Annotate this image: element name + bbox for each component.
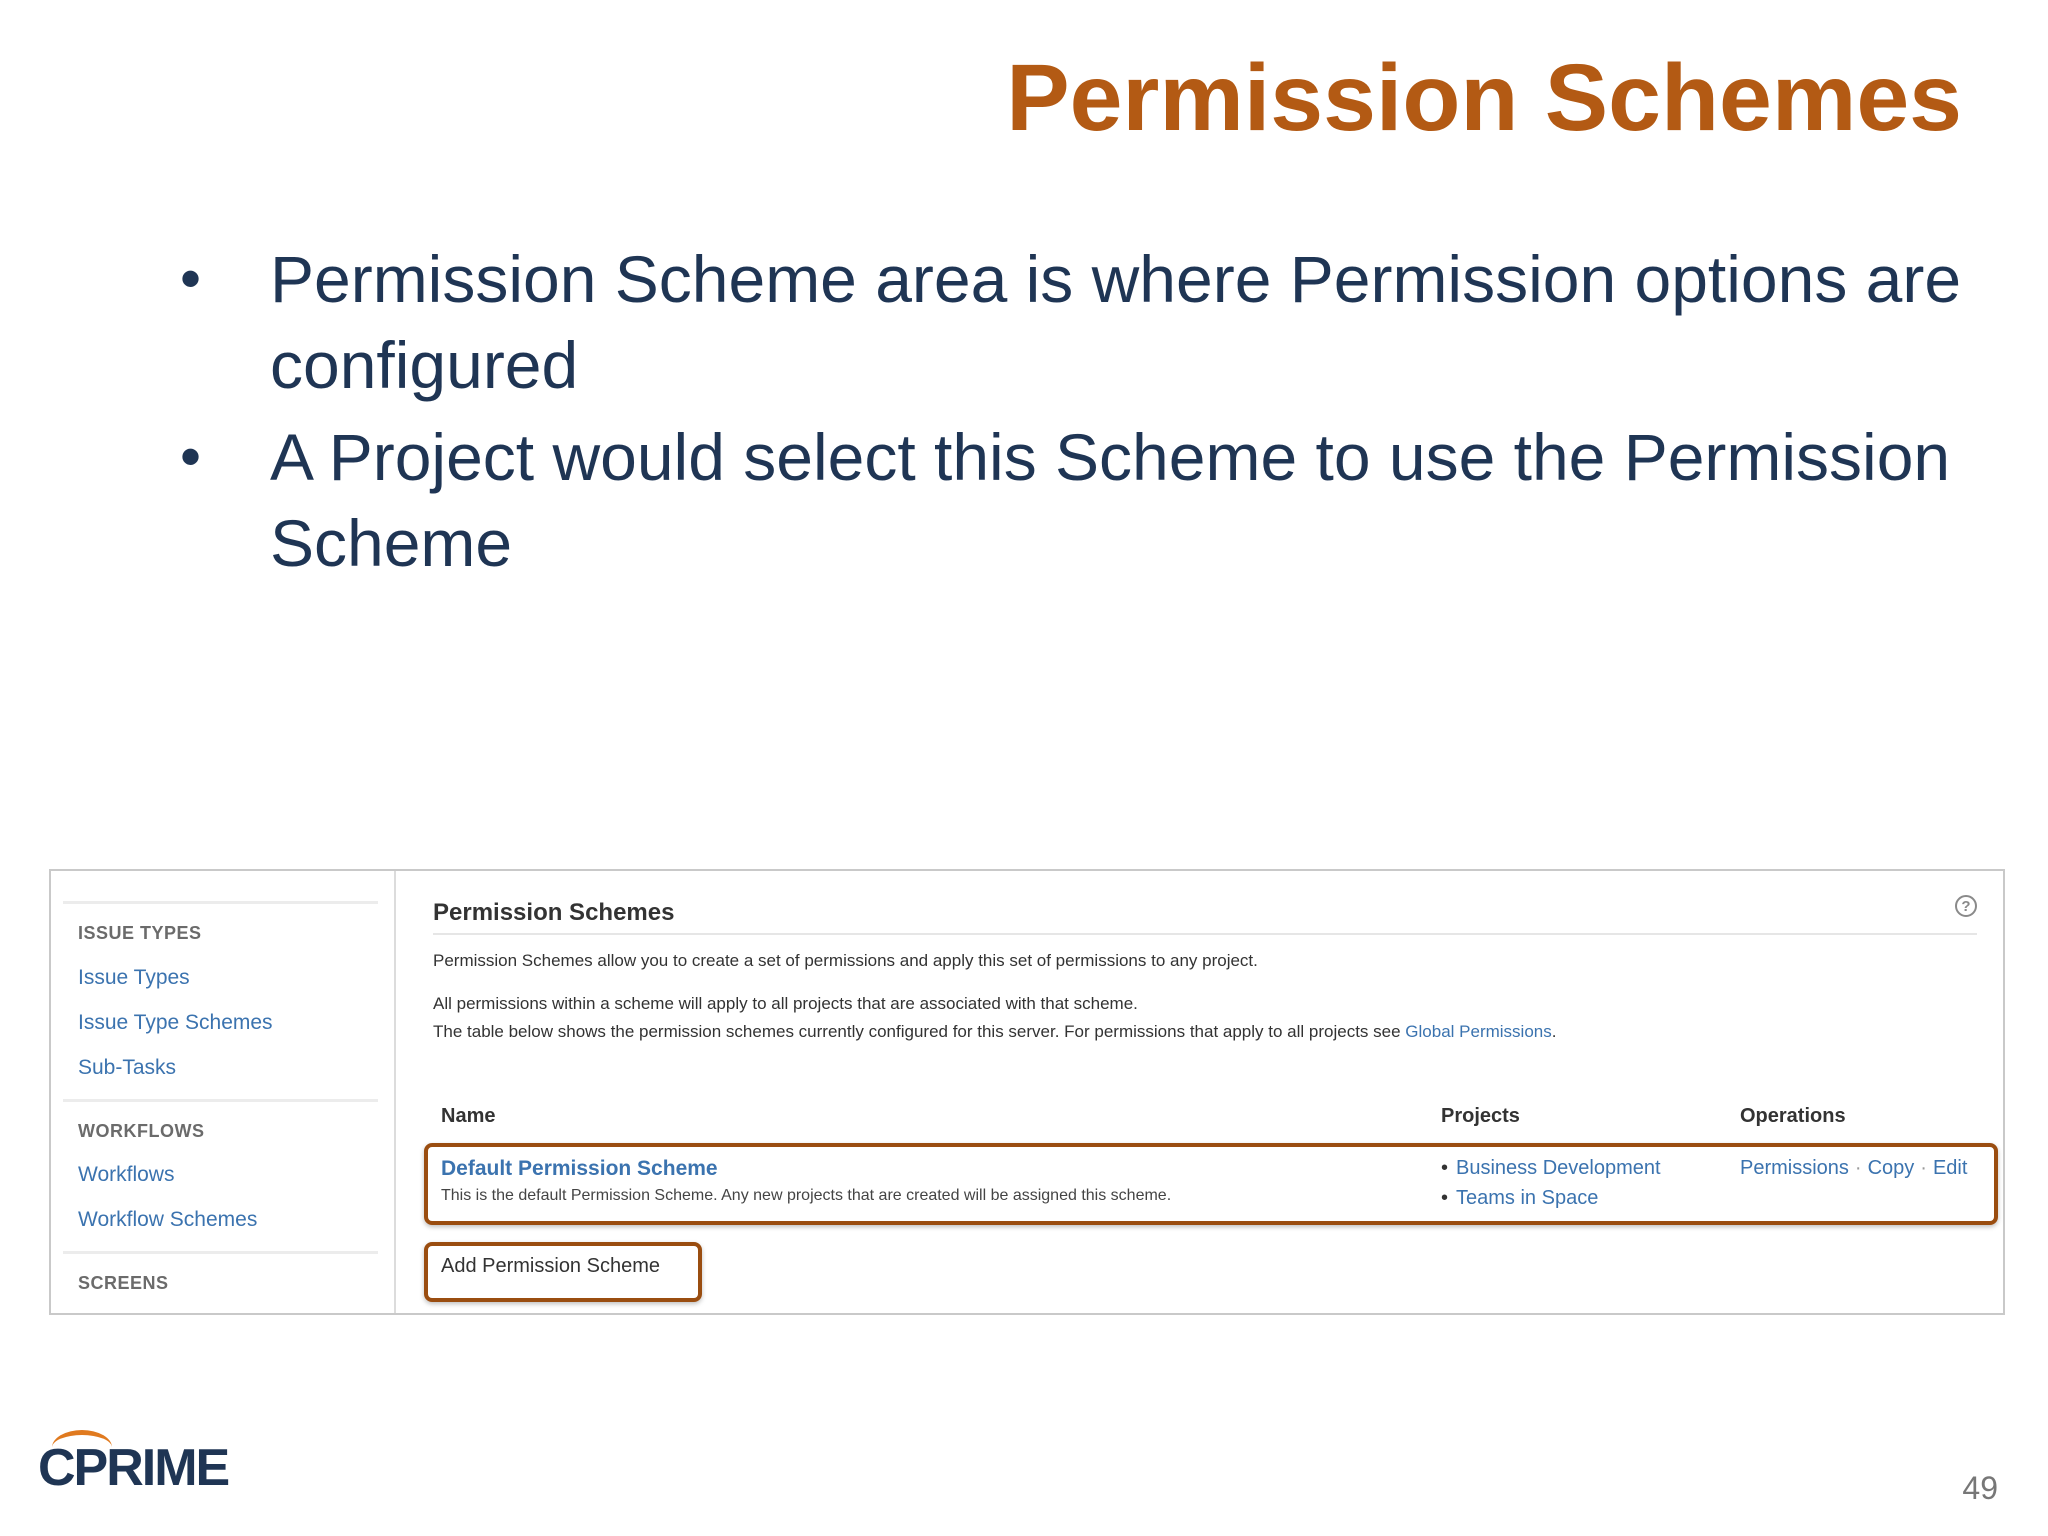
- sidebar-divider: [63, 901, 378, 904]
- sidebar-item-issue-type-schemes[interactable]: Issue Type Schemes: [78, 1011, 273, 1034]
- jira-screenshot: [49, 869, 2005, 1315]
- page-number: 49: [1962, 1470, 1998, 1506]
- column-header-name: Name: [441, 1105, 496, 1127]
- bullet-item: [180, 414, 1980, 586]
- description-text: The table below shows the permission schemes currently configured for this server. For permissions that apply to all projects see: [433, 1022, 1406, 1041]
- add-permission-scheme-button[interactable]: Add Permission Scheme: [441, 1255, 660, 1277]
- sidebar-item-issue-types[interactable]: Issue Types: [78, 966, 190, 989]
- title-divider: [433, 933, 1977, 935]
- sidebar-item-workflow-schemes[interactable]: Workflow Schemes: [78, 1208, 258, 1231]
- description-text: All permissions within a scheme will apply to all projects that are associated with that scheme.: [433, 994, 1138, 1013]
- page-title: Permission Schemes: [433, 899, 675, 926]
- bullet-text: Permission Scheme area is where Permission options are configured: [270, 242, 1962, 402]
- question-circle-icon[interactable]: ?: [1955, 895, 1977, 917]
- description-text: .: [1551, 1022, 1557, 1041]
- column-header-operations: Operations: [1740, 1105, 1846, 1127]
- sidebar-divider: [63, 1251, 378, 1254]
- highlight-add-button: [424, 1242, 702, 1302]
- project-link[interactable]: Teams in Space: [1456, 1187, 1599, 1209]
- bullet-icon: •: [180, 423, 202, 490]
- bullet-text: A Project would select this Scheme to use the Permission Scheme: [270, 420, 1951, 580]
- separator: ·: [1854, 1157, 1862, 1179]
- column-header-projects: Projects: [1441, 1105, 1520, 1127]
- description-text: [433, 1022, 1556, 1042]
- global-permissions-link[interactable]: Global Permissions: [1405, 1022, 1552, 1041]
- sidebar-heading-screens: SCREENS: [78, 1273, 169, 1293]
- sidebar-heading-issue-types: ISSUE TYPES: [78, 923, 202, 943]
- slide-title: Permission Schemes: [1006, 45, 1962, 151]
- sidebar-item-workflows[interactable]: Workflows: [78, 1163, 175, 1186]
- bullet-icon: •: [1441, 1187, 1449, 1209]
- bullet-icon: •: [180, 245, 202, 312]
- permissions-link[interactable]: Permissions: [1740, 1157, 1849, 1179]
- scheme-description: This is the default Permission Scheme. Any new projects that are created will be assigned this scheme.: [441, 1187, 1172, 1204]
- project-link[interactable]: Business Development: [1456, 1157, 1661, 1179]
- copy-link[interactable]: Copy: [1867, 1157, 1915, 1179]
- scheme-name-link[interactable]: Default Permission Scheme: [441, 1157, 718, 1180]
- separator: ·: [1920, 1157, 1927, 1179]
- sidebar-item-sub-tasks[interactable]: Sub-Tasks: [78, 1056, 177, 1079]
- bullet-list: [180, 236, 1980, 592]
- bullet-item: [180, 236, 1980, 408]
- sidebar-heading-workflows: WORKFLOWS: [78, 1121, 205, 1141]
- admin-sidebar: [51, 871, 396, 1313]
- edit-link[interactable]: Edit: [1932, 1157, 1968, 1179]
- sidebar-divider: [63, 1099, 378, 1102]
- highlight-scheme-row: [424, 1143, 1998, 1225]
- cprime-logo: CPRIME: [38, 1439, 229, 1497]
- bullet-icon: •: [1441, 1157, 1449, 1179]
- description-text: Permission Schemes allow you to create a set of permissions and apply this set of permissions to any project.: [433, 951, 1258, 970]
